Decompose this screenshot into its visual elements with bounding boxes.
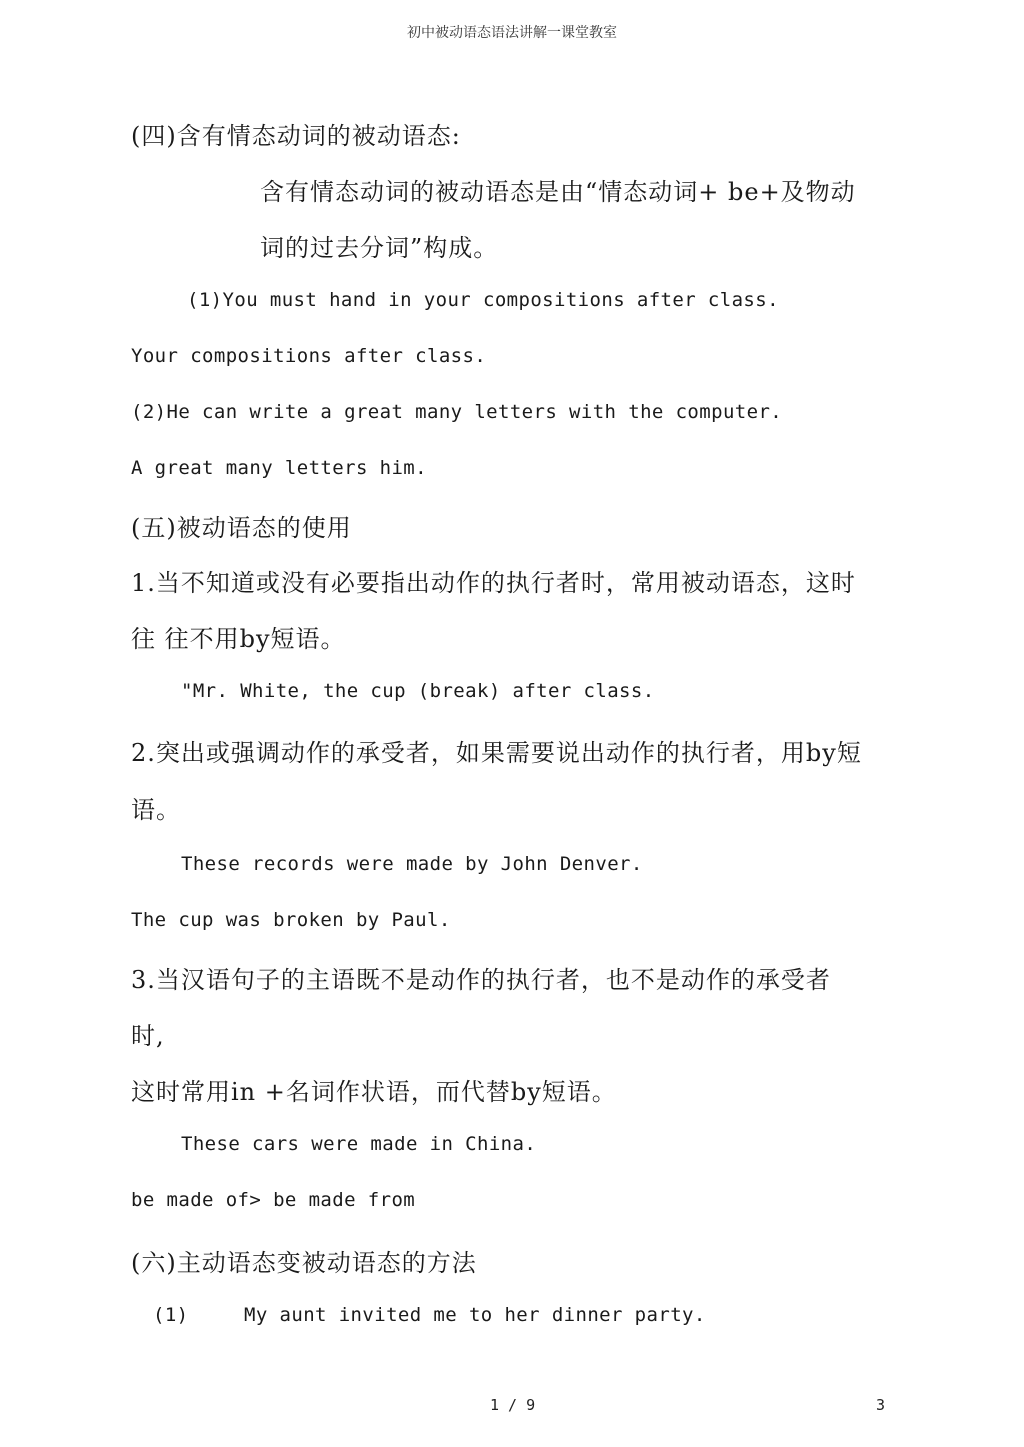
example-2: (2)He can write a great many letters with the computer.	[131, 401, 783, 423]
example-1: (1)You must hand in your compositions after class.	[187, 289, 779, 311]
page-indicator: 1 / 9	[490, 1396, 536, 1414]
rule3-example: These cars were made in China.	[181, 1133, 537, 1155]
footer-number: 3	[876, 1396, 886, 1414]
rule3-note: be made of> be made from	[131, 1189, 416, 1211]
rule3-line3: 这时常用in +名词作状语，而代替by短语。	[131, 1078, 617, 1106]
section5-title: (五)被动语态的使用	[131, 514, 352, 542]
rule1-line2: 往 往不用by短语。	[131, 625, 346, 653]
section4-desc-line1: 含有情态动词的被动语态是由“情态动词+ be+及物动	[260, 178, 856, 206]
rule2-line2: 语。	[131, 796, 181, 824]
section6-example-number: (1)	[153, 1304, 189, 1326]
rule3-line2: 时,	[131, 1022, 165, 1050]
rule3-line1: 3.当汉语句子的主语既不是动作的执行者，也不是动作的承受者	[131, 966, 831, 994]
section6-example-1: My aunt invited me to her dinner party.	[244, 1304, 706, 1326]
header-title: 初中被动语态语法讲解一课堂教室	[407, 25, 617, 41]
rule2-example-1: These records were made by John Denver.	[181, 853, 643, 875]
section4-desc-line2: 词的过去分词”构成。	[260, 234, 499, 262]
section6-title: (六)主动语态变被动语态的方法	[131, 1249, 477, 1277]
rule2-line1: 2.突出或强调动作的承受者，如果需要说出动作的执行者，用by短	[131, 739, 862, 767]
section4-title: (四)含有情态动词的被动语态:	[131, 122, 461, 150]
rule2-example-2: The cup was broken by Paul.	[131, 909, 451, 931]
rule1-line1: 1.当不知道或没有必要指出动作的执行者时，常用被动语态，这时	[131, 569, 856, 597]
example-2-answer: A great many letters him.	[131, 457, 427, 479]
example-1-answer: Your compositions after class.	[131, 345, 487, 367]
rule1-example: "Mr. White, the cup (break) after class.	[181, 680, 655, 702]
